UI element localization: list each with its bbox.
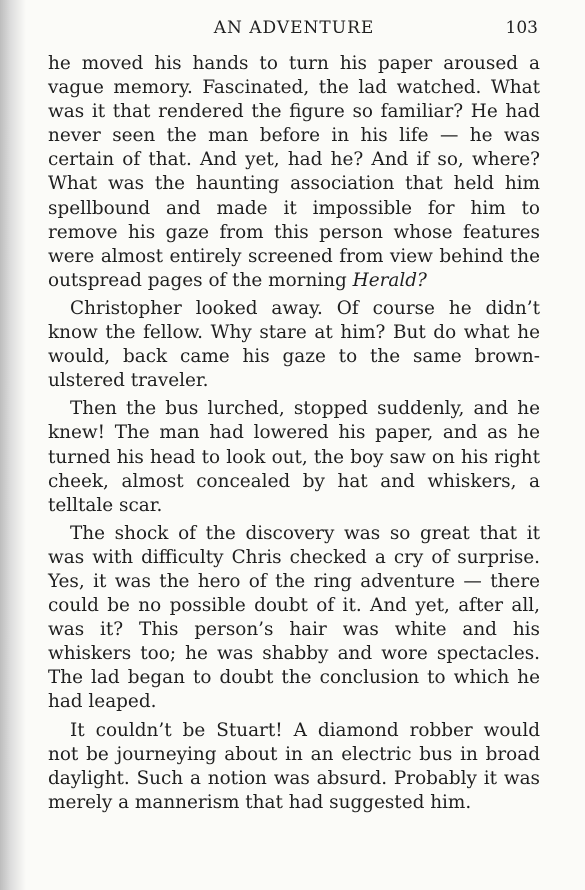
paragraph-3: Then the bus lurched, stopped suddenly, and he knew! The man had lowered his paper, and as he turned his head to look out, the boy saw on his right cheek, almost concealed by hat and whiskers, a telltale scar. (48, 398, 540, 516)
book-page (48, 0, 540, 890)
paragraph-5: It couldn’t be Stuart! A diamond robber would not be journeying about in an electric bus in broad daylight. Such a notion was absurd. Probably it was merely a mannerism that had suggested him. (48, 719, 540, 813)
paragraph-4: The shock of the discovery was so great that it was with difficulty Chris checked a cry of surprise. Yes, it was the hero of the ring adventure — there could be no possible doubt of it. And yet, after all, was it? This person’s hair was white and his whiskers too; he was shabby and wore spectacles. The lad began to doubt the conclusion to which he had leaped. (48, 522, 540, 713)
running-head (48, 17, 540, 39)
body-text (48, 52, 540, 819)
newspaper-title: Herald? (352, 269, 427, 291)
page-number: 103 (505, 18, 538, 38)
paragraph-2: Christopher looked away. Of course he didn’t know the fellow. Why stare at him? But do what he would, back came his gaze to the same brown-ulstered traveler. (48, 297, 540, 392)
binding-gutter-shadow (0, 0, 26, 890)
running-title: AN ADVENTURE (213, 18, 375, 38)
paragraph-1 (48, 52, 540, 293)
paragraph-1-text: he moved his hands to turn his paper aroused a vague memory. Fascinated, the lad watched. What was it that rendered the figure so familiar? He had never seen the man before in his life — he was certain of that. And yet, had he? And if so, where? What was the haunting association that held him spellbound and made it impossible for him to remove his gaze from this person whose features were almost entirely screened from view behind the outspread pages of the morning (48, 53, 540, 291)
